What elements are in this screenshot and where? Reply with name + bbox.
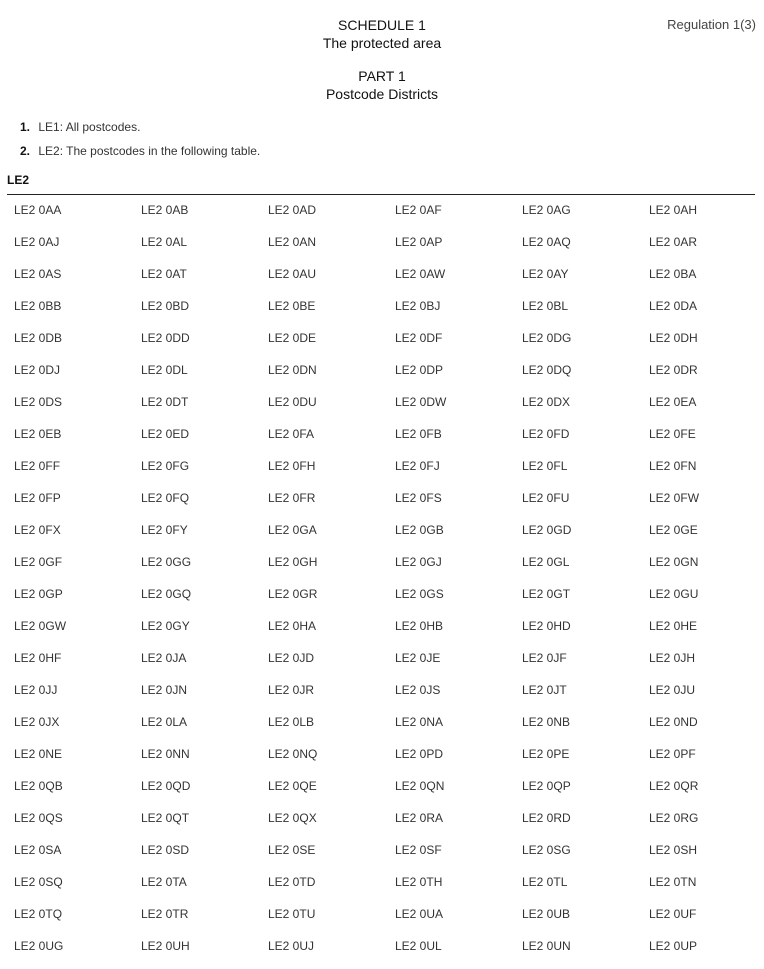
postcode-cell: LE2 0LB: [268, 715, 315, 729]
postcode-cell: LE2 0TL: [522, 875, 568, 889]
postcode-cell: LE2 0JF: [522, 651, 567, 665]
postcode-cell: LE2 0FW: [649, 491, 700, 505]
postcode-cell: LE2 0JD: [268, 651, 315, 665]
postcode-cell: LE2 0BL: [522, 299, 569, 313]
postcode-cell: LE2 0HF: [14, 651, 62, 665]
postcode-cell: LE2 0NE: [14, 747, 63, 761]
table-header-rule: [7, 194, 755, 195]
postcode-cell: LE2 0DP: [395, 363, 444, 377]
postcode-cell: LE2 0GT: [522, 587, 571, 601]
postcode-cell: LE2 0FP: [14, 491, 61, 505]
postcode-cell: LE2 0GY: [141, 619, 190, 633]
postcode-cell: LE2 0UJ: [268, 939, 315, 953]
postcode-cell: LE2 0DS: [14, 395, 63, 409]
postcode-cell: LE2 0PF: [649, 747, 696, 761]
schedule-subtitle: The protected area: [322, 35, 442, 51]
postcode-cell: LE2 0GQ: [141, 587, 192, 601]
regulation-reference: Regulation 1(3): [667, 17, 756, 32]
postcode-cell: LE2 0RA: [395, 811, 444, 825]
postcode-cell: LE2 0AQ: [522, 235, 571, 249]
postcode-cell: LE2 0DW: [395, 395, 447, 409]
postcode-cell: LE2 0FJ: [395, 459, 440, 473]
postcode-cell: LE2 0HB: [395, 619, 444, 633]
postcode-cell: LE2 0AN: [268, 235, 317, 249]
postcode-cell: LE2 0FF: [14, 459, 61, 473]
postcode-cell: LE2 0JS: [395, 683, 441, 697]
postcode-cell: LE2 0BB: [14, 299, 62, 313]
postcode-cell: LE2 0PD: [395, 747, 444, 761]
postcode-table: [14, 201, 764, 969]
postcode-cell: LE2 0BD: [141, 299, 190, 313]
postcode-cell: LE2 0UN: [522, 939, 571, 953]
postcode-cell: LE2 0AD: [268, 203, 317, 217]
postcode-cell: LE2 0AH: [649, 203, 698, 217]
postcode-cell: LE2 0DQ: [522, 363, 572, 377]
postcode-cell: LE2 0FA: [268, 427, 315, 441]
postcode-cell: LE2 0GE: [649, 523, 698, 537]
postcode-cell: LE2 0FB: [395, 427, 442, 441]
part-heading: [0, 67, 764, 103]
postcode-cell: LE2 0DG: [522, 331, 572, 345]
postcode-cell: LE2 0ED: [141, 427, 190, 441]
provision-number: 1.: [20, 120, 31, 134]
postcode-cell: LE2 0RD: [522, 811, 571, 825]
postcode-cell: LE2 0GR: [268, 587, 318, 601]
postcode-cell: LE2 0GJ: [395, 555, 442, 569]
postcode-cell: LE2 0GH: [268, 555, 318, 569]
postcode-cell: LE2 0SD: [141, 843, 190, 857]
postcode-cell: LE2 0FE: [649, 427, 696, 441]
postcode-cell: LE2 0FU: [522, 491, 570, 505]
postcode-cell: LE2 0GF: [14, 555, 63, 569]
postcode-cell: LE2 0DD: [141, 331, 190, 345]
postcode-cell: LE2 0DB: [14, 331, 63, 345]
postcode-cell: LE2 0QR: [649, 779, 699, 793]
postcode-cell: LE2 0JN: [141, 683, 188, 697]
postcode-cell: LE2 0DR: [649, 363, 698, 377]
postcode-cell: LE2 0TN: [649, 875, 697, 889]
postcode-cell: LE2 0GU: [649, 587, 699, 601]
postcode-cell: LE2 0DJ: [14, 363, 61, 377]
provision-number: 2.: [20, 144, 31, 158]
postcode-cell: LE2 0NA: [395, 715, 444, 729]
postcode-cell: LE2 0UH: [141, 939, 190, 953]
postcode-cell: LE2 0UF: [649, 907, 697, 921]
postcode-cell: LE2 0QS: [14, 811, 63, 825]
postcode-cell: LE2 0FS: [395, 491, 442, 505]
postcode-cell: LE2 0GP: [14, 587, 63, 601]
postcode-cell: LE2 0DH: [649, 331, 698, 345]
postcode-cell: LE2 0HA: [268, 619, 317, 633]
postcode-cell: LE2 0RG: [649, 811, 699, 825]
provision-item: [20, 119, 260, 143]
postcode-cell: LE2 0JA: [141, 651, 187, 665]
postcode-cell: LE2 0FY: [141, 523, 188, 537]
postcode-cell: LE2 0QB: [14, 779, 63, 793]
postcode-cell: LE2 0QX: [268, 811, 317, 825]
postcode-cell: LE2 0TA: [141, 875, 187, 889]
postcode-cell: LE2 0JR: [268, 683, 315, 697]
provision-text: LE1: All postcodes.: [38, 120, 141, 134]
postcode-cell: LE2 0ND: [649, 715, 698, 729]
postcode-cell: LE2 0QD: [141, 779, 191, 793]
postcode-cell: LE2 0AF: [395, 203, 442, 217]
postcode-cell: LE2 0AB: [141, 203, 189, 217]
postcode-cell: LE2 0QN: [395, 779, 445, 793]
postcode-cell: LE2 0JX: [14, 715, 60, 729]
schedule-heading: [0, 16, 764, 52]
postcode-cell: LE2 0UP: [649, 939, 698, 953]
postcode-cell: LE2 0TD: [268, 875, 316, 889]
postcode-cell: LE2 0GD: [522, 523, 572, 537]
postcode-cell: LE2 0SA: [14, 843, 62, 857]
postcode-cell: LE2 0DN: [268, 363, 317, 377]
postcode-cell: LE2 0NQ: [268, 747, 318, 761]
postcode-cell: LE2 0SF: [395, 843, 442, 857]
postcode-cell: LE2 0GS: [395, 587, 444, 601]
postcode-cell: LE2 0FN: [649, 459, 697, 473]
postcode-cell: LE2 0GG: [141, 555, 192, 569]
postcode-cell: LE2 0FG: [141, 459, 190, 473]
postcode-cell: LE2 0AP: [395, 235, 443, 249]
postcode-cell: LE2 0PE: [522, 747, 570, 761]
postcode-cell: LE2 0BJ: [395, 299, 441, 313]
postcode-cell: LE2 0EA: [649, 395, 697, 409]
provision-item: [20, 143, 260, 167]
postcode-cell: LE2 0TQ: [14, 907, 63, 921]
postcode-cell: LE2 0HD: [522, 619, 571, 633]
postcode-cell: LE2 0TH: [395, 875, 443, 889]
postcode-cell: LE2 0DE: [268, 331, 317, 345]
provision-list: [20, 119, 260, 167]
postcode-cell: LE2 0AG: [522, 203, 571, 217]
postcode-cell: LE2 0AJ: [14, 235, 60, 249]
postcode-cell: LE2 0EB: [14, 427, 62, 441]
postcode-cell: LE2 0UB: [522, 907, 571, 921]
part-subtitle: Postcode Districts: [325, 86, 439, 102]
postcode-cell: LE2 0DA: [649, 299, 698, 313]
postcode-cell: LE2 0UA: [395, 907, 444, 921]
postcode-cell: LE2 0FL: [522, 459, 568, 473]
postcode-cell: LE2 0LA: [141, 715, 188, 729]
postcode-cell: LE2 0AA: [14, 203, 62, 217]
postcode-cell: LE2 0JJ: [14, 683, 58, 697]
postcode-cell: LE2 0TU: [268, 907, 316, 921]
postcode-cell: LE2 0GA: [268, 523, 317, 537]
postcode-cell: LE2 0JU: [649, 683, 696, 697]
postcode-cell: LE2 0AU: [268, 267, 317, 281]
postcode-cell: LE2 0NN: [141, 747, 190, 761]
postcode-cell: LE2 0AL: [141, 235, 188, 249]
postcode-cell: LE2 0FR: [268, 491, 316, 505]
postcode-cell: LE2 0DT: [141, 395, 189, 409]
postcode-cell: LE2 0DU: [268, 395, 317, 409]
postcode-cell: LE2 0FH: [268, 459, 316, 473]
postcode-cell: LE2 0QP: [522, 779, 571, 793]
postcode-cell: LE2 0JE: [395, 651, 441, 665]
postcode-cell: LE2 0HE: [649, 619, 698, 633]
postcode-cell: LE2 0FQ: [141, 491, 190, 505]
postcode-cell: LE2 0BA: [649, 267, 697, 281]
postcode-cell: LE2 0DX: [522, 395, 571, 409]
part-title: PART 1: [358, 68, 406, 84]
postcode-cell: LE2 0AY: [522, 267, 569, 281]
postcode-cell: LE2 0QE: [268, 779, 317, 793]
postcode-cell: LE2 0SG: [522, 843, 571, 857]
postcode-cell: LE2 0DL: [141, 363, 188, 377]
postcode-cell: LE2 0SQ: [14, 875, 63, 889]
postcode-cell: LE2 0FX: [14, 523, 61, 537]
postcode-cell: LE2 0JT: [522, 683, 567, 697]
postcode-cell: LE2 0AW: [395, 267, 446, 281]
provision-text: LE2: The postcodes in the following table.: [38, 144, 261, 158]
postcode-cell: LE2 0AS: [14, 267, 62, 281]
postcode-cell: LE2 0GW: [14, 619, 67, 633]
postcode-cell: LE2 0JH: [649, 651, 696, 665]
postcode-cell: LE2 0TR: [141, 907, 189, 921]
postcode-cell: LE2 0GL: [522, 555, 570, 569]
postcode-cell: LE2 0AT: [141, 267, 187, 281]
postcode-cell: LE2 0SE: [268, 843, 316, 857]
postcode-cell: LE2 0GN: [649, 555, 699, 569]
postcode-cell: LE2 0BE: [268, 299, 316, 313]
postcode-cell: LE2 0DF: [395, 331, 443, 345]
postcode-cell: LE2 0FD: [522, 427, 570, 441]
postcode-cell: LE2 0SH: [649, 843, 698, 857]
schedule-title: SCHEDULE 1: [338, 17, 426, 33]
postcode-cell: LE2 0GB: [395, 523, 444, 537]
postcode-cell: LE2 0QT: [141, 811, 190, 825]
postcode-cell: LE2 0NB: [522, 715, 571, 729]
table-title: LE2: [7, 173, 30, 187]
postcode-cell: LE2 0UG: [14, 939, 64, 953]
postcode-cell: LE2 0AR: [649, 235, 698, 249]
postcode-cell: LE2 0UL: [395, 939, 442, 953]
